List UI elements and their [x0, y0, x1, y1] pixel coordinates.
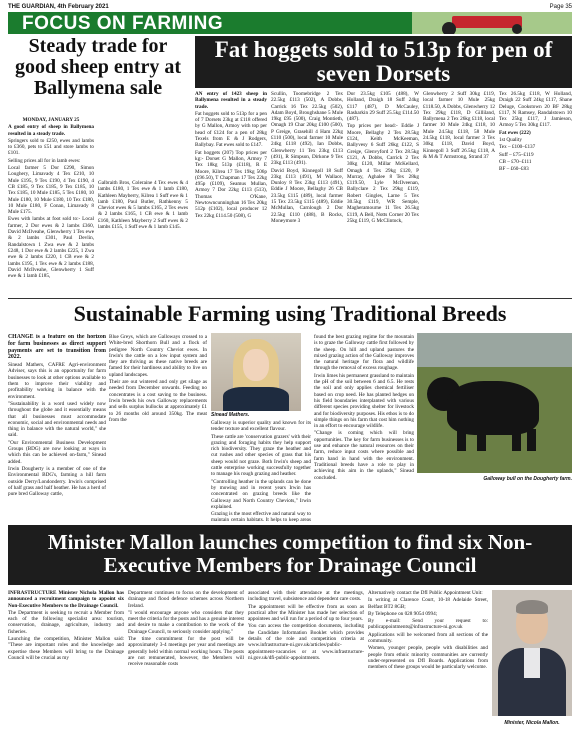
section-title: FOCUS ON FARMING: [22, 13, 224, 34]
hoggets-headline: Fat hoggets sold to 513p for pen of seven Dorsets: [195, 36, 572, 88]
paragraph: Launching the competition, Minister Mallon said: "These are important roles and the knowledge and expertise these Members will bring to the Drainage Council will be crucial as my: [8, 636, 124, 661]
tractor-wheel: [442, 22, 456, 34]
photo-shirt: [524, 648, 540, 678]
page-number: Page 35: [549, 4, 572, 10]
nicola-mallon-photo: [492, 590, 572, 716]
hoggets-column-2: [271, 91, 343, 297]
paragraph: Galloway is superior quality and known for its tender texture and excellent flavour.: [211, 420, 311, 433]
photo-sky: [417, 333, 572, 367]
paragraph: "I would encourage anyone who considers that they meet the criteria for the posts and has a genuine interest and desire to make a contribution to the work of the Drainage Council, to seriously consider applying.": [128, 609, 244, 635]
price-line: Suff – £75–£119: [499, 151, 534, 158]
paragraph: These cattle are 'conservation grazers' with their grazing and foraging habits they help support rich biodiversity. They graze the heather and cut rushes and other species of grass that his sheep would not graze. Both Irwin's sheep and cattle enterprise working successfully together to manage his rough grazing and heather.: [211, 433, 311, 478]
paragraph: Top prices per head:- Eddie J Moore, Bellaghy 2 Tex 28.5kg £124, Keith McKeeman, Ballyvesy 6 Suff 26kg £122, S Greige, Glenvyford 2 Tex 28.5kg £121, A Dobbs, Carrick 2 Tex 30kg £120, Millar McKellard, Omagh 4 Tex 29kg £120, P Murray, Aghalee 8 Tex 28kg £119.50, Lyle McIlveenan, Ballyclare 2 Tex 29kg £119, Robert Gingles, Larne 5 Tex 30.5kg £119, WR Semple, Magheramourne 11 Tex 26.5kg £119, A Bell, Notts Corner 20 Tex 25kg £119, G McClintock,: [347, 123, 419, 224]
paragraph: Local farmer 5 Dor £290, Simon Loughery, Limavady 4 Tex £210, 10 Mule £195, 9 Tex £190, 4 Tex £190, 4 CB £185, 9 Tex £185, 9 Tex £185, 10 Tex £185, 10 Mule £185, 5 Tex £180, 10 Mule £180, 10 Mule £180, 10 Tex £180, 10 Mule £180, F Conan, Limavady 8 Mule £175.: [8, 165, 94, 216]
paragraph: The Department is seeking to recruit a Member from each of the following specialist area: tourism, conservation, drainage, agriculture, industry and fisheries.: [8, 609, 124, 635]
section-banner: [8, 12, 572, 34]
paragraph: Fat hoggets (207) Top prices per kg:- Dorset G Mallon, Armoy 7 Tex 18kg 513p (£118), R E Moore, Kilrea 17 Tex 19kg 506p (£96.50), T Chapman 17 Tex 22kg 495p (£109), Seamus Mullan, Armoy 7 Dor 22kg £113 (513), Thomas O'Kane, Newtowncunninghan 16 Tex 20kg 512p (£102), local producer 12 Tex 22kg £114.50 (508), G: [195, 149, 267, 219]
sustainable-column-2: [109, 334, 207, 522]
paragraph: found the best grazing regime for the mountain is to graze the Galloway cattle first followed by the sheep. On hill and upland pastures the mixed grazing action of the Galloway improves the natural heritage for flora and wildlife through the removal of excess roughage.: [314, 334, 414, 372]
photo-face: [243, 349, 269, 381]
minister-headline: Minister Mallon launches competition to find six Non-Executive Members for Drainage Council: [8, 525, 572, 585]
minister-column-1: [8, 590, 124, 730]
paragraph: Dor 23.5kg £105 (488), W Holland, Draigh 18 Suff 24kg £117 (487), D McCauley, Rasharkin 29 Suff 25.5kg £114.50 (487).: [347, 91, 419, 123]
paragraph: Scullin, Toomebridge 2 Tex 22.5kg £113 (502), A Dobbs, Carrick 16 Tex 22.5kg (502), Adam Boyd, Broughshane 5 Mule 19kg £95 (500), Craig Montieth, Omagh 19 Char 20kg £100 (500), P Greige, Grasehill 4 Ham 22kg £110 (500), local farmer 10 Mule 24kg £118 (492), Ian Dobbs, Glenwherry 11 Tex 23kg £113 (491), R Simpson, Dirkone 9 Tex 23kg £113 (491).: [271, 91, 343, 167]
paragraph: The appointment will be effective from as soon as practical after the Minister has made her selection of appointees and will run for a period of up to four years.: [248, 603, 364, 623]
paragraph: associated with their attendance at the meetings, including travel, subsistence and dependent care costs.: [248, 590, 364, 603]
bull-leg: [512, 429, 521, 451]
paragraph: Sinead Mathers, CAFRE Agri-environment Adviser, says this is an opportunity for farm businesses to look at other options available to them to improve their viability and profitability working in balance with the environment.: [8, 362, 106, 400]
minister-intro: INFRASTRUCTURE Minister Nichola Mallon has announced a recruitment campaign to appoint six Non-Executive Members to the Drainage Council.: [8, 590, 124, 609]
sustainable-column-4: [314, 334, 414, 522]
bull-body: [447, 381, 539, 435]
paragraph: "Controlling heather in the uplands can be done by mowing and in recent years Irwin has concentrated on grazing breeds like the Galloway and North Country Cheviots," Irwin explained.: [211, 478, 311, 510]
price-line: CB – £70–£111: [499, 158, 532, 165]
photo-hair: [516, 600, 548, 614]
minister-column-2: [128, 590, 244, 730]
sheep-headline: Steady trade for good sheep entry at Ballymena sale: [14, 35, 182, 99]
sheep-intro: A good entry of sheep in Ballymena resulted in a steady trade.: [8, 124, 94, 137]
hoggets-column-5: [499, 91, 572, 297]
paragraph: "Change is coming which will bring opportunities. The key for farm businesses is to use and enhance the natural resources on their farm, reduce input costs where possible and farm hand in hand with the environment. Traditional breeds have a role to play in achieving this aim in the uplands," Sinead concluded.: [314, 430, 414, 481]
sustainable-intro: CHANGE is a feature on the horizon for farm businesses as direct support payments are set to transition from 2022.: [8, 334, 106, 361]
paragraph: Springers sold to £250, ewes and lambs to £360, pets to £51 and store lambs to £101.: [8, 137, 94, 157]
paragraph: Women, younger people, people with disabilities and people from ethnic minority communities are currently under-represented on DfI Boards. Applications from members of these groups would be particularly welcome.: [368, 645, 488, 671]
paragraph: Their are out wintered and only get silage as needed from December onwards. Feeding no concentrates is a cost saving to the business. Irwin breeds his own Galloway replacements and sells surplus bullocks at approximately £1 to 26 months old around 350kg. The meat from the: [109, 379, 207, 423]
photo-caption: Galloway bull on the Dougherty farm.: [483, 476, 572, 482]
subheading: Fat ewes (222): [499, 129, 531, 136]
paragraph: Applications will be welcomed from all sections of the community.: [368, 631, 488, 645]
hoggets-column-4: [423, 91, 495, 297]
hoggets-intro: AN entry of 1423 sheep in Ballymena resulted in a steady trade.: [195, 91, 267, 110]
paragraph: Blue Greys, which are Galloways crossed to a White-bred Shorthorn Bull and a flock of pedigree North Country Cheviot ewes. In Irwin's the cattle on a low input system and they are thriving as these native breeds are famed for their hardiness and ability to live on upland landscapes.: [109, 334, 207, 378]
paragraph: Irwin Dougherty is a member of one of the Environmental BDG's, farming a hill farm outside Derry/Londonderry. Irwin's comprised of half grass and half heather. He has a herd of pure bred Galloway cattle,: [8, 465, 106, 498]
paragraph: Selling prices all for in lamb ewes:: [8, 157, 81, 164]
sheep-column-2: [98, 180, 188, 297]
photo-shirt: [223, 387, 289, 411]
tractor-photo: [412, 12, 572, 34]
dateline: MONDAY, JANUARY 25: [22, 117, 80, 123]
tractor-wheel: [512, 24, 522, 34]
photo-caption: Minister, Nicola Mallon.: [504, 720, 560, 726]
galloway-bull-photo: [417, 333, 572, 473]
paragraph: Alternatively contact the DfI Public Appointment Unit:: [368, 590, 483, 596]
paragraph: By Telephone on 028 9054 0994;: [368, 610, 438, 617]
paragraph: "Our Environmental Business Development Groups (BDG) are now looking at ways in which this can be achieved on-farm," Sinead added.: [8, 439, 106, 465]
sheep-column-1: [8, 117, 94, 297]
paragraph: In writing at Clarence Court, 10-18 Adelaide Street, Belfast BT2 8GB;: [368, 597, 488, 610]
minister-column-4: [368, 590, 488, 730]
bull-leg: [457, 429, 466, 451]
sustainable-column-1: [8, 334, 106, 522]
sinead-mathers-photo: [211, 333, 301, 411]
paragraph: Department continues to focus on the development of drainage and flood defence schemes across Northern Ireland.: [128, 590, 244, 609]
paragraph: Irwin limes his permanent grassland to maintain the pH of the soil between 6 and 6.5. He rests the soil and only applies chemical fertiliser based on crop need. He has planted hedges on his field boundaries interplanted with various different species providing shelter for livestock and for biodiversity purposes. His ethos is to do simple things on his farm that cost him nothing in an effort to encourage wildlife.: [314, 372, 414, 430]
paragraph: David Boyd, Kinnegoll 18 Suff 23kg £113 (491), M Wallace, Dunloy 8 Tex 23kg £113 (491), Eddie J Moore, Bellaghy 26 CB 23.5kg £115 (489), local farmer 15 Tex 23.5kg £115 (489), Eddie McMullan, Carnlough 2 Dor 22.5kg £110 (488), B Rocks, Moneymore 3: [271, 167, 343, 224]
paragraph: By e-mail: Send your request to: publicappointments@infrastructure-ni.gov.uk: [368, 618, 488, 631]
paragraph: The time commitment for the post will be approximately 3-4 meetings per year and meetings are generally held within normal working hours. The posts are not remunerated, however, the Members will receive reasonable costs: [128, 636, 244, 668]
paragraph: Ewes with lambs at foot sold to:- Local farmer, 2 Dor ewes & 2 lambs £360, David McIlveahe, Glenwherry 1 Tex ewe & 2 lambs £301, Paul Devlin, Randalstown 1 Zwa ewe & 2 lambs £248, 1 Dor ewe & 2 lambs £225, 1 Zwa ewe & 2 lambs £220, 1 CB ewe & 2 lambs £195, 1 Tex ewe & 2 lambs £188, David McIlveahe, Glenwherry 1 Suff ewe & 1 lamb £185,: [8, 216, 94, 280]
paragraph: Fat hoggets sold to 513p for a pen of 7 Dorsets 23kg at £118 offered by G Mallon, Armoy with top per head of £124 for a pen of 28kg Texels from E & J Rodgers, Ballybay. Fat ewes sold to £147.: [195, 110, 267, 149]
hoggets-column-3: [347, 91, 419, 297]
running-header: [8, 2, 572, 12]
price-line: BF – £60–£83: [499, 166, 529, 173]
publication-date: THE GUARDIAN, 4th February 2021: [8, 4, 109, 10]
price-line: Tex – £100–£137: [499, 144, 536, 151]
paragraph: Glenwherry 2 Suff 30kg £119, local farmer 10 Mule 25kg £118.50, A Dobbs, Glenwherry 12 Tex 29kg £118, D Gilliland, Ballymena 2 Tex 26kg £118, local farmer 10 Mule 24kg £118, 10 Mule 24.5kg £118, 58 Mule 24.5kg £118, local farmer 3 Tex 30kg £118, David Boyd, Kinnegoll 3 Suff 26.5kg £118, A & M & T Armstrong, Strand 37: [423, 91, 495, 160]
paragraph: Grazing is the most effective and natural way to maintain certain habitats. It helps to keep areas: [211, 511, 311, 522]
price-line: 1st Quality: [499, 137, 522, 144]
bull-leg: [527, 429, 536, 451]
minister-column-3: [248, 590, 364, 730]
paragraph: Tex 26.5kg £118, W Holland, Draigh 22 Suff 24kg £117, Shane Deluge, Cookstown 20 BF 28kg £117, N Ramsey, Randalstown 10 Tex 25kg £117, J Jamieson, Armoy 5 Tex 30kg £117.: [499, 91, 572, 129]
sustainable-column-3: [211, 420, 311, 522]
paragraph: You can access the competition documents, including the Candidate Information Booklet which provides details of the role and competition criteria at www.infrastructure-ni.gov.uk/articles/public-appointment-vacancies or at www.infrastructure-ni.gov.uk/dfi-public-appointments.: [248, 623, 364, 661]
bull-leg: [477, 429, 486, 451]
paragraph: Galbraith Bros, Coleraine 4 Tex ewes & 4 lambs £180, 1 Tex ewe & 1 lamb £180, Kathleen Mayberry, Kilrea 1 Suff ewe & 1 lamb £180, Paul Butler, Rathkenny 5 Cheviot ewes & 5 lambs £165, 2 Tex ewes & 2 lambs £165, 1 CB ewe & 1 lamb £160, Kathleen Mayberry 2 Suff ewes & 2 lambs £155, 1 Suff ewe & 1 lamb £145.: [98, 180, 188, 231]
photo-caption: Sinead Mathers.: [211, 412, 250, 418]
paragraph: "Sustainability is a word used widely now throughout the globe and it essentially means that all businesses must accommodate economic, social and environmental needs and thing in balance with the natural world," she said.: [8, 400, 106, 439]
hoggets-column-1: [195, 91, 267, 297]
sustainable-headline: Sustainable Farming using Traditional Breeds: [73, 301, 507, 326]
